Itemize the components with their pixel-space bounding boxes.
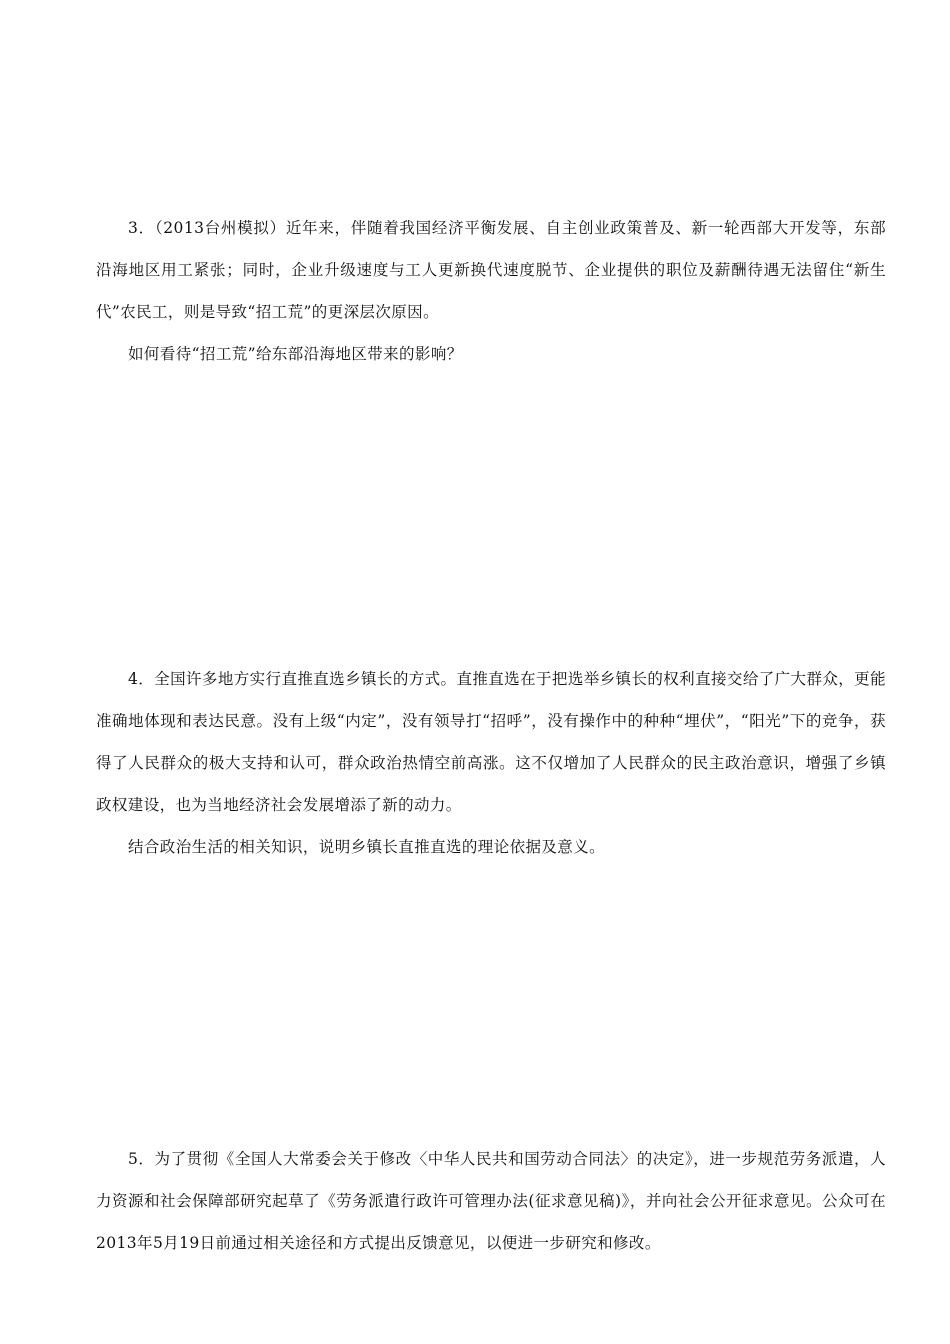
question-4-stem: 4．全国许多地方实行直推直选乡镇长的方式。直推直选在于把选举乡镇长的权利直接交给了广大群众，更能准确地体现和表达民意。没有上级“内定”，没有领导打“招呼”，没有操作中的种种“埋伏”，“阳光”下的竞争，获得了人民群众的极大支持和认可，群众政治热情空前高涨。这不仅增加了人民群众的民主政治意识，增强了乡镇政权建设，也为当地经济社会发展增添了新的动力。 [96,670,886,814]
question-5-stem: 5．为了贯彻《全国人大常委会关于修改〈中华人民共和国劳动合同法〉的决定》，进一步规范劳务派遣，人力资源和社会保障部研究起草了《劳务派遣行政许可管理办法(征求意见稿)》，并向社会公开征求意见。公众可在2013年5月19日前通过相关途径和方式提出反馈意见，以便进一步研究和修改。 [96,1150,886,1252]
question-4-prompt: 结合政治生活的相关知识，说明乡镇长直推直选的理论依据及意义。 [128,838,606,856]
question-3 [96,207,886,375]
question-5 [96,1138,886,1264]
question-3-prompt: 如何看待“招工荒”给东部沿海地区带来的影响？ [128,345,463,363]
question-3-stem: 3．（2013台州模拟）近年来，伴随着我国经济平衡发展、自主创业政策普及、新一轮西部大开发等，东部沿海地区用工紧张；同时，企业升级速度与工人更新换代速度脱节、企业提供的职位及薪酬待遇无法留住“新生代”农民工，则是导致“招工荒”的更深层次原因。 [96,219,886,321]
question-4 [96,658,886,868]
